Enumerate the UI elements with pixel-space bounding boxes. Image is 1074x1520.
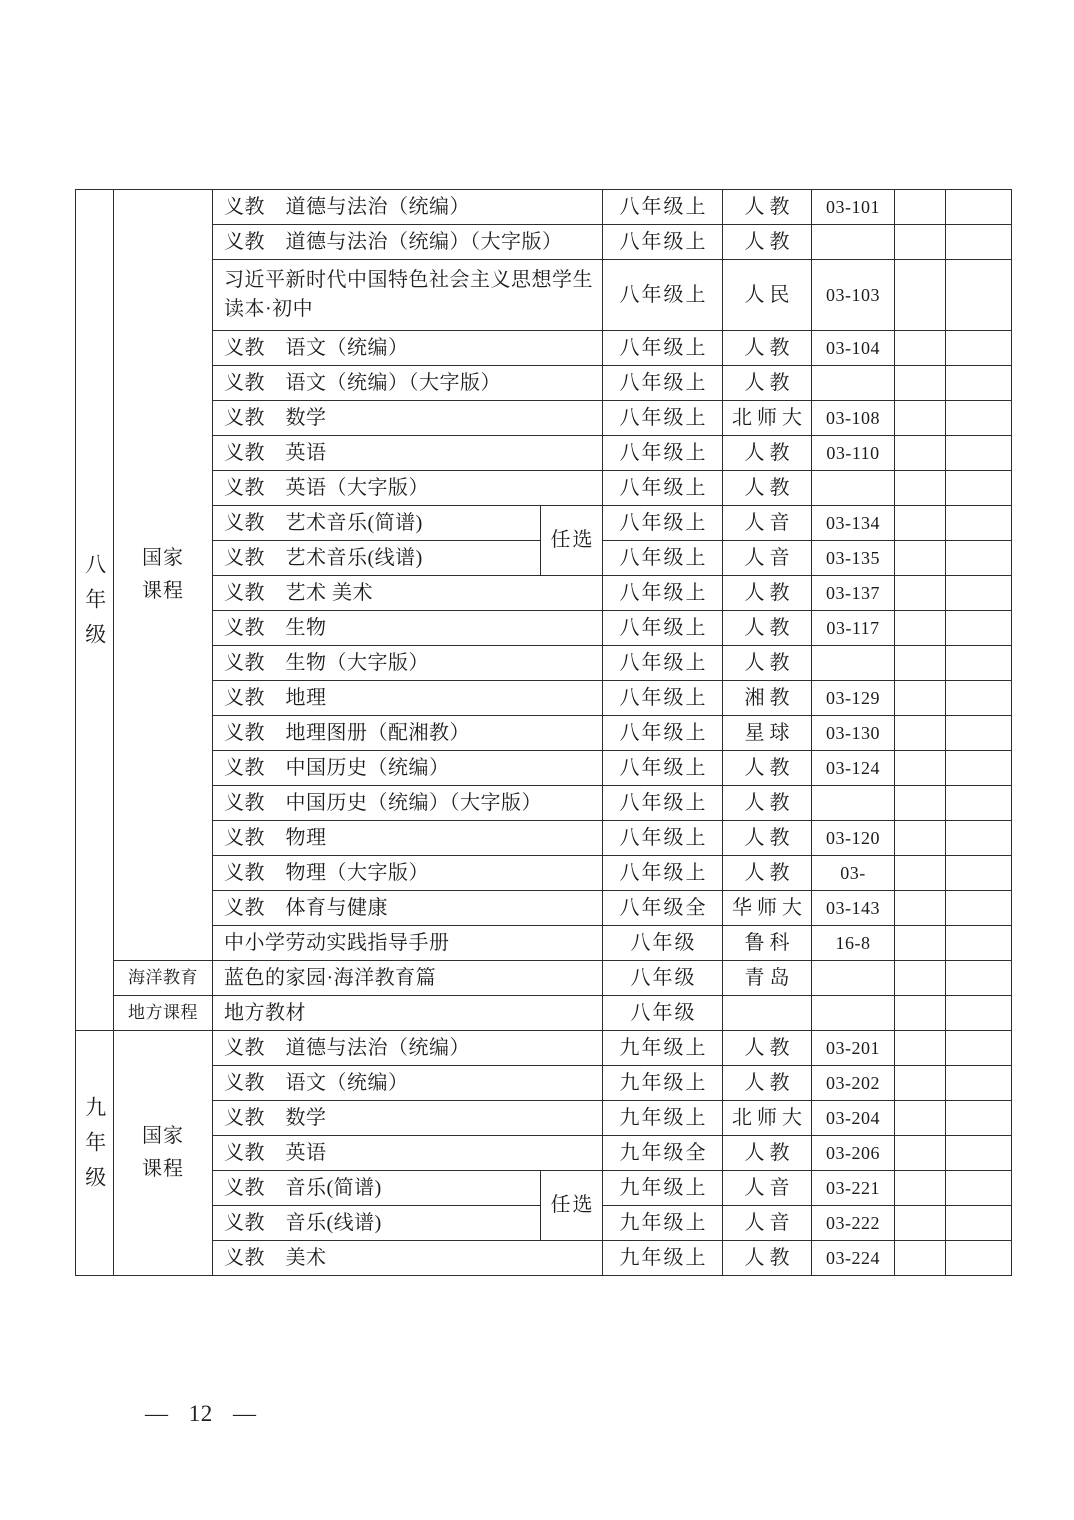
blank-cell — [895, 751, 946, 786]
table-row — [76, 646, 1012, 681]
code-cell: 03-143 — [812, 891, 895, 926]
blank-cell — [895, 1206, 946, 1241]
grade8-local-category-cell: 地方课程 — [114, 996, 213, 1031]
term-cell: 八年级上 — [603, 611, 723, 646]
blank-cell — [946, 1136, 1012, 1171]
blank-cell — [946, 471, 1012, 506]
table-row — [76, 1101, 1012, 1136]
publisher-cell: 人教 — [723, 331, 812, 366]
book-title-cell: 义教 英语 — [213, 436, 603, 471]
book-title-cell: 习近平新时代中国特色社会主义思想学生读本·初中 — [213, 260, 603, 331]
table-row — [76, 751, 1012, 786]
grade8-national-label: 国家课程 — [142, 547, 184, 602]
term-cell: 八年级上 — [603, 856, 723, 891]
code-cell: 16-8 — [812, 926, 895, 961]
publisher-cell: 北师大 — [723, 1101, 812, 1136]
blank-cell — [946, 961, 1012, 996]
term-cell: 八年级上 — [603, 401, 723, 436]
code-cell: 03-103 — [812, 260, 895, 331]
grade9-section-cell — [76, 1031, 114, 1276]
book-title-cell: 义教 道德与法治（统编） — [213, 1031, 603, 1066]
code-cell — [812, 471, 895, 506]
blank-cell — [895, 331, 946, 366]
blank-cell — [895, 260, 946, 331]
publisher-cell: 人音 — [723, 1206, 812, 1241]
term-cell: 八年级上 — [603, 821, 723, 856]
blank-cell — [946, 331, 1012, 366]
table-row — [76, 681, 1012, 716]
code-cell: 03-135 — [812, 541, 895, 576]
code-cell: 03-110 — [812, 436, 895, 471]
publisher-cell: 人教 — [723, 856, 812, 891]
blank-cell — [895, 1066, 946, 1101]
publisher-cell: 人教 — [723, 646, 812, 681]
blank-cell — [946, 436, 1012, 471]
book-title-cell: 蓝色的家园·海洋教育篇 — [213, 961, 603, 996]
term-cell: 八年级上 — [603, 716, 723, 751]
publisher-cell: 人教 — [723, 576, 812, 611]
term-cell: 八年级 — [603, 996, 723, 1031]
publisher-cell: 人教 — [723, 1031, 812, 1066]
table-row — [76, 786, 1012, 821]
code-cell: 03-206 — [812, 1136, 895, 1171]
book-title-cell: 义教 语文（统编） — [213, 331, 603, 366]
blank-cell — [895, 996, 946, 1031]
term-cell: 八年级上 — [603, 436, 723, 471]
publisher-cell: 人音 — [723, 1171, 812, 1206]
optional-choice-cell: 任选 — [541, 506, 603, 576]
publisher-cell: 人民 — [723, 260, 812, 331]
blank-cell — [946, 646, 1012, 681]
code-cell: 03-101 — [812, 190, 895, 225]
blank-cell — [946, 716, 1012, 751]
blank-cell — [895, 891, 946, 926]
publisher-cell: 北师大 — [723, 401, 812, 436]
book-title-cell: 义教 音乐(线谱) — [213, 1206, 541, 1241]
code-cell: 03- — [812, 856, 895, 891]
publisher-cell: 人教 — [723, 190, 812, 225]
term-cell: 九年级上 — [603, 1031, 723, 1066]
blank-cell — [946, 541, 1012, 576]
publisher-cell: 人教 — [723, 821, 812, 856]
book-title-cell: 义教 体育与健康 — [213, 891, 603, 926]
blank-cell — [895, 541, 946, 576]
blank-cell — [946, 751, 1012, 786]
book-title-cell: 义教 道德与法治（统编） — [213, 190, 603, 225]
term-cell: 八年级上 — [603, 681, 723, 716]
table-row — [76, 506, 1012, 541]
blank-cell — [895, 961, 946, 996]
code-cell: 03-137 — [812, 576, 895, 611]
term-cell: 八年级上 — [603, 225, 723, 260]
book-title-cell: 义教 英语（大字版） — [213, 471, 603, 506]
publisher-cell: 人教 — [723, 786, 812, 821]
grade9-national-category-cell — [114, 1031, 213, 1276]
code-cell — [812, 786, 895, 821]
table-row — [76, 331, 1012, 366]
code-cell — [812, 646, 895, 681]
book-title-cell: 义教 中国历史（统编） — [213, 751, 603, 786]
blank-cell — [946, 1171, 1012, 1206]
publisher-cell: 人教 — [723, 436, 812, 471]
blank-cell — [895, 366, 946, 401]
term-cell: 八年级全 — [603, 891, 723, 926]
table-row — [76, 436, 1012, 471]
code-cell: 03-134 — [812, 506, 895, 541]
code-cell: 03-129 — [812, 681, 895, 716]
table-row — [76, 611, 1012, 646]
grade8-section-cell — [76, 190, 114, 1031]
table-row — [76, 260, 1012, 331]
blank-cell — [895, 1241, 946, 1276]
table-row — [76, 1171, 1012, 1206]
book-title-cell: 义教 道德与法治（统编）（大字版） — [213, 225, 603, 260]
table-row — [76, 1241, 1012, 1276]
blank-cell — [946, 1206, 1012, 1241]
blank-cell — [895, 1101, 946, 1136]
term-cell: 八年级上 — [603, 260, 723, 331]
code-cell: 03-201 — [812, 1031, 895, 1066]
table-row — [76, 1136, 1012, 1171]
publisher-cell: 人教 — [723, 1136, 812, 1171]
table-row — [76, 1031, 1012, 1066]
publisher-cell: 人音 — [723, 541, 812, 576]
table-row — [76, 225, 1012, 260]
blank-cell — [946, 996, 1012, 1031]
table-row — [76, 996, 1012, 1031]
blank-cell — [946, 856, 1012, 891]
blank-cell — [946, 786, 1012, 821]
table-row — [76, 961, 1012, 996]
code-cell — [812, 996, 895, 1031]
book-title-cell: 义教 物理（大字版） — [213, 856, 603, 891]
blank-cell — [946, 225, 1012, 260]
grade9-national-label: 国家课程 — [142, 1125, 184, 1180]
book-title-cell: 义教 地理图册（配湘教） — [213, 716, 603, 751]
term-cell: 八年级上 — [603, 471, 723, 506]
publisher-cell: 星球 — [723, 716, 812, 751]
book-title-cell: 义教 生物（大字版） — [213, 646, 603, 681]
publisher-cell: 人教 — [723, 751, 812, 786]
blank-cell — [946, 401, 1012, 436]
book-title-cell: 义教 艺术音乐(简谱) — [213, 506, 541, 541]
term-cell: 八年级上 — [603, 331, 723, 366]
blank-cell — [895, 716, 946, 751]
book-title-cell: 义教 艺术音乐(线谱) — [213, 541, 541, 576]
blank-cell — [895, 1171, 946, 1206]
table-row — [76, 401, 1012, 436]
publisher-cell: 人教 — [723, 366, 812, 401]
code-cell — [812, 961, 895, 996]
blank-cell — [946, 891, 1012, 926]
term-cell: 八年级 — [603, 926, 723, 961]
blank-cell — [946, 576, 1012, 611]
book-title-cell: 义教 语文（统编）（大字版） — [213, 366, 603, 401]
publisher-cell: 人教 — [723, 471, 812, 506]
blank-cell — [946, 506, 1012, 541]
blank-cell — [946, 1031, 1012, 1066]
blank-cell — [895, 225, 946, 260]
term-cell: 九年级上 — [603, 1171, 723, 1206]
book-title-cell: 义教 中国历史（统编）（大字版） — [213, 786, 603, 821]
blank-cell — [946, 366, 1012, 401]
term-cell: 九年级上 — [603, 1206, 723, 1241]
term-cell: 八年级上 — [603, 190, 723, 225]
grade8-label: 八年级 — [82, 553, 107, 658]
book-title-cell: 地方教材 — [213, 996, 603, 1031]
grade9-label: 九年级 — [82, 1096, 107, 1201]
term-cell: 八年级上 — [603, 751, 723, 786]
publisher-cell: 青岛 — [723, 961, 812, 996]
blank-cell — [895, 190, 946, 225]
blank-cell — [946, 260, 1012, 331]
term-cell: 八年级 — [603, 961, 723, 996]
publisher-cell: 湘教 — [723, 681, 812, 716]
publisher-cell: 人教 — [723, 1066, 812, 1101]
publisher-cell: 人教 — [723, 1241, 812, 1276]
code-cell — [812, 225, 895, 260]
book-title-cell: 义教 生物 — [213, 611, 603, 646]
table-row — [76, 366, 1012, 401]
book-title-cell: 义教 美术 — [213, 1241, 603, 1276]
publisher-cell: 人音 — [723, 506, 812, 541]
blank-cell — [946, 1101, 1012, 1136]
publisher-cell: 鲁科 — [723, 926, 812, 961]
book-title-cell: 义教 物理 — [213, 821, 603, 856]
table-row — [76, 856, 1012, 891]
term-cell: 八年级上 — [603, 646, 723, 681]
blank-cell — [895, 1031, 946, 1066]
code-cell: 03-104 — [812, 331, 895, 366]
table-row — [76, 821, 1012, 856]
publisher-cell: 人教 — [723, 611, 812, 646]
book-title-cell: 义教 数学 — [213, 1101, 603, 1136]
code-cell: 03-221 — [812, 1171, 895, 1206]
blank-cell — [895, 576, 946, 611]
term-cell: 八年级上 — [603, 366, 723, 401]
blank-cell — [895, 471, 946, 506]
blank-cell — [946, 1066, 1012, 1101]
term-cell: 九年级上 — [603, 1241, 723, 1276]
term-cell: 八年级上 — [603, 786, 723, 821]
blank-cell — [895, 786, 946, 821]
code-cell: 03-130 — [812, 716, 895, 751]
book-title-cell: 义教 语文（统编） — [213, 1066, 603, 1101]
page-number-footer: — 12 — — [145, 1401, 257, 1426]
code-cell — [812, 366, 895, 401]
table-row — [76, 471, 1012, 506]
blank-cell — [895, 681, 946, 716]
blank-cell — [895, 856, 946, 891]
blank-cell — [895, 926, 946, 961]
book-title-cell: 义教 地理 — [213, 681, 603, 716]
term-cell: 九年级全 — [603, 1136, 723, 1171]
table-row — [76, 716, 1012, 751]
publisher-cell: 人教 — [723, 225, 812, 260]
code-cell: 03-224 — [812, 1241, 895, 1276]
book-title-cell: 中小学劳动实践指导手册 — [213, 926, 603, 961]
table-row — [76, 891, 1012, 926]
publisher-cell: 华师大 — [723, 891, 812, 926]
code-cell: 03-124 — [812, 751, 895, 786]
blank-cell — [946, 1241, 1012, 1276]
blank-cell — [895, 611, 946, 646]
term-cell: 九年级上 — [603, 1066, 723, 1101]
term-cell: 八年级上 — [603, 541, 723, 576]
code-cell: 03-204 — [812, 1101, 895, 1136]
table-row — [76, 576, 1012, 611]
book-title-cell: 义教 英语 — [213, 1136, 603, 1171]
textbook-catalog-table — [75, 189, 1012, 1276]
book-title-cell: 义教 数学 — [213, 401, 603, 436]
code-cell: 03-108 — [812, 401, 895, 436]
blank-cell — [946, 926, 1012, 961]
blank-cell — [895, 436, 946, 471]
book-title-cell: 义教 艺术 美术 — [213, 576, 603, 611]
publisher-cell — [723, 996, 812, 1031]
table-row — [76, 190, 1012, 225]
code-cell: 03-120 — [812, 821, 895, 856]
book-title-cell: 义教 音乐(简谱) — [213, 1171, 541, 1206]
blank-cell — [946, 821, 1012, 856]
grade8-marine-category-cell: 海洋教育 — [114, 961, 213, 996]
blank-cell — [946, 611, 1012, 646]
blank-cell — [895, 1136, 946, 1171]
grade8-national-category-cell — [114, 190, 213, 961]
term-cell: 八年级上 — [603, 576, 723, 611]
blank-cell — [895, 646, 946, 681]
table-row — [76, 1066, 1012, 1101]
code-cell: 03-117 — [812, 611, 895, 646]
blank-cell — [946, 190, 1012, 225]
blank-cell — [946, 681, 1012, 716]
term-cell: 八年级上 — [603, 506, 723, 541]
term-cell: 九年级上 — [603, 1101, 723, 1136]
code-cell: 03-222 — [812, 1206, 895, 1241]
blank-cell — [895, 401, 946, 436]
code-cell: 03-202 — [812, 1066, 895, 1101]
blank-cell — [895, 506, 946, 541]
blank-cell — [895, 821, 946, 856]
optional-choice-cell: 任选 — [541, 1171, 603, 1241]
table-row — [76, 926, 1012, 961]
